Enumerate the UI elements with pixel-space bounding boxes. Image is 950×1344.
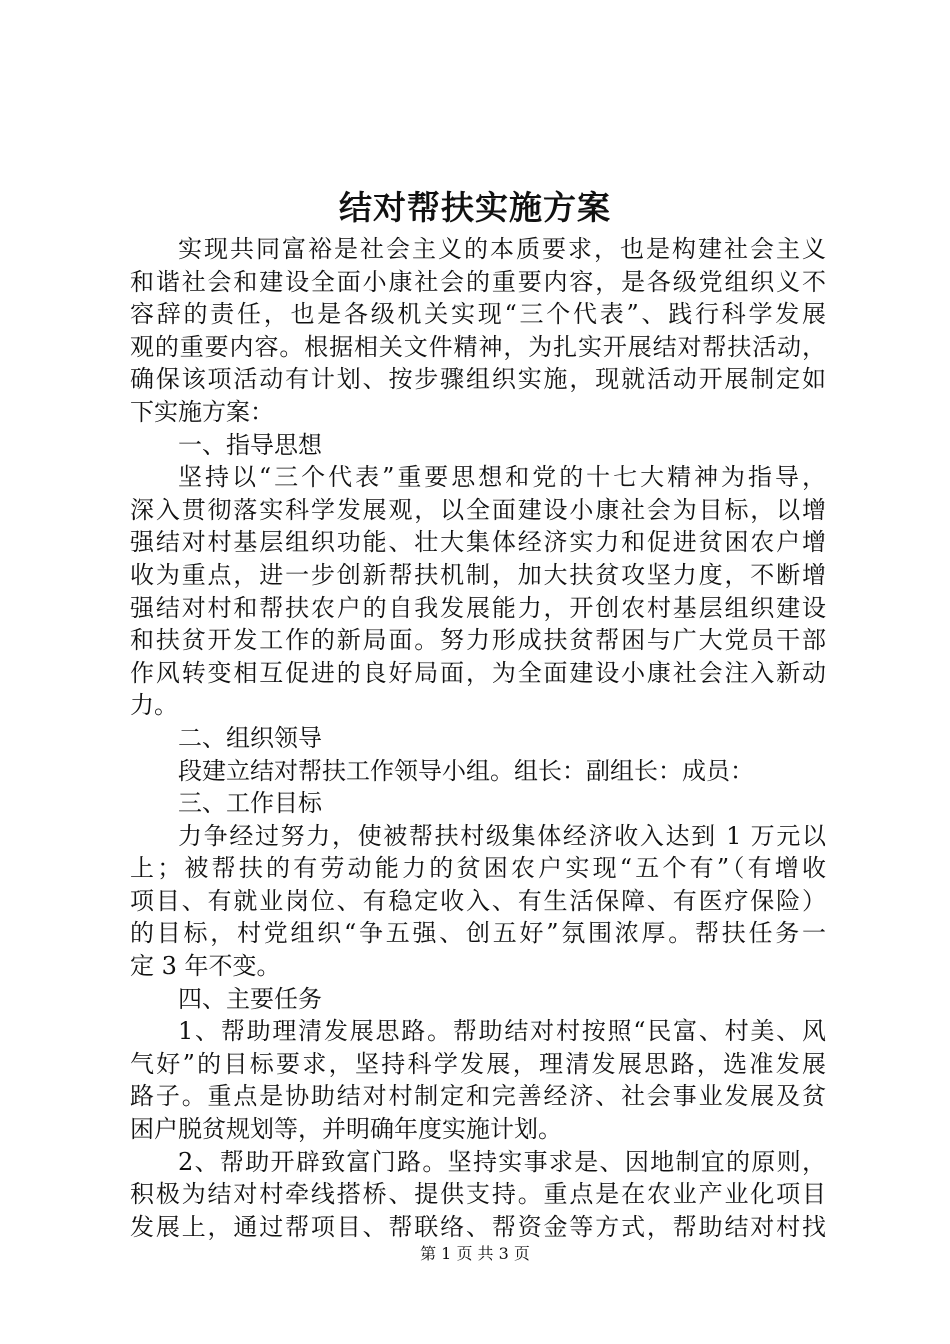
text-line: 强结对村基层组织功能、壮大集体经济实力和促进贫困农户增 [130,528,826,557]
text-line: 四、主要任务 [178,984,322,1013]
text-line: 力争经过努力，使被帮扶村级集体经济收入达到 1 万元以 [178,821,826,850]
text-line: 发展上，通过帮项目、帮联络、帮资金等方式，帮助结对村找 [130,1212,826,1241]
text-line: 段建立结对帮扶工作领导小组。组长：副组长：成员： [178,756,754,785]
text-line: 气好”的目标要求，坚持科学发展，理清发展思路，选准发展 [130,1049,826,1078]
text-line: 确保该项活动有计划、按步骤组织实施，现就活动开展制定如 [130,365,826,394]
page-footer: 第 1 页 共 3 页 [420,1244,530,1263]
text-line: 力。 [130,691,178,720]
text-line: 三、工作目标 [178,789,322,818]
document-title: 结对帮扶实施方案 [339,188,611,227]
text-line: 定 3 年不变。 [130,952,281,981]
text-line: 深入贯彻落实科学发展观，以全面建设小康社会为目标，以增 [130,495,826,524]
text-line: 2、帮助开辟致富门路。坚持实事求是、因地制宜的原则， [178,1147,826,1176]
document-body [130,233,826,1243]
text-line: 和谐社会和建设全面小康社会的重要内容，是各级党组织义不 [130,267,826,296]
text-line: 一、指导思想 [178,430,322,459]
text-line: 下实施方案： [130,397,274,426]
text-line: 上；被帮扶的有劳动能力的贫困农户实现“五个有”（有增收 [130,854,826,883]
text-line: 积极为结对村牵线搭桥、提供支持。重点是在农业产业化项目 [130,1180,826,1209]
text-line: 路子。重点是协助结对村制定和完善经济、社会事业发展及贫 [130,1082,826,1111]
text-line: 强结对村和帮扶农户的自我发展能力，开创农村基层组织建设 [130,593,826,622]
text-line: 的目标，村党组织“争五强、创五好”氛围浓厚。帮扶任务一 [130,919,826,948]
text-line: 作风转变相互促进的良好局面，为全面建设小康社会注入新动 [130,658,826,687]
text-line: 困户脱贫规划等，并明确年度实施计划。 [130,1115,562,1144]
text-line: 1、帮助理清发展思路。帮助结对村按照“民富、村美、风 [178,1017,826,1046]
text-line: 容辞的责任，也是各级机关实现“三个代表”、践行科学发展 [130,300,826,329]
text-line: 观的重要内容。根据相关文件精神，为扎实开展结对帮扶活动， [130,332,826,361]
text-line: 坚持以“三个代表”重要思想和党的十七大精神为指导， [178,463,826,492]
text-line: 收为重点，进一步创新帮扶机制，加大扶贫攻坚力度，不断增 [130,560,826,589]
text-line: 项目、有就业岗位、有稳定收入、有生活保障、有医疗保险） [130,886,826,915]
text-line: 二、组织领导 [178,723,322,752]
text-line: 实现共同富裕是社会主义的本质要求，也是构建社会主义 [178,235,826,263]
text-line: 和扶贫开发工作的新局面。努力形成扶贫帮困与广大党员干部 [130,626,826,655]
